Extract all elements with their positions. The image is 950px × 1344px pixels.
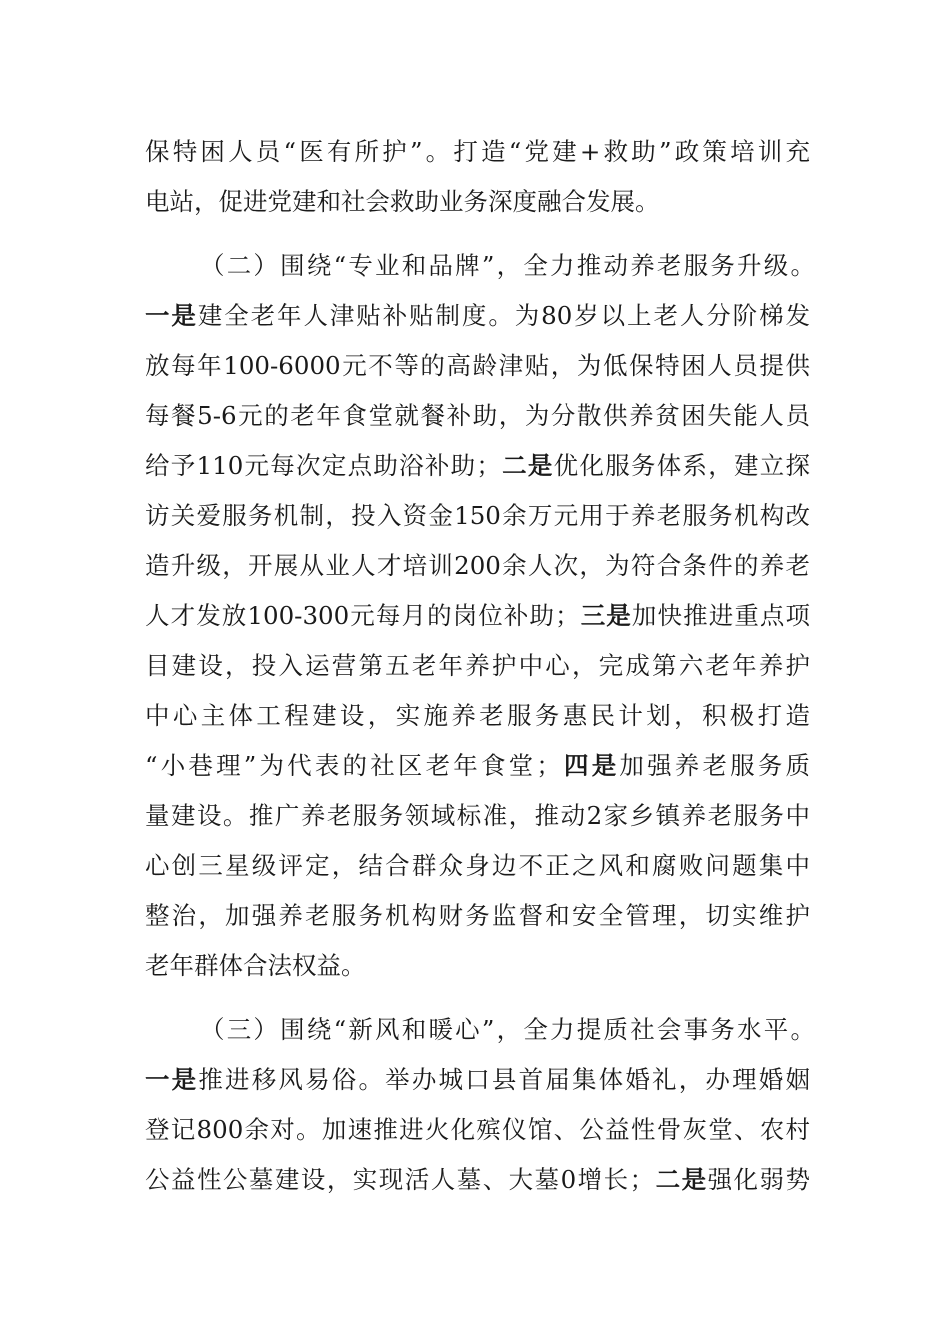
paragraph-text: “小巷理”为代表的社区老年食堂； <box>145 751 561 780</box>
paragraph-line: 电站，促进党建和社会救助业务深度融合发展。 <box>145 187 660 216</box>
paragraph-line <box>145 1062 810 1098</box>
paragraph-line: 量建设。推广养老服务领域标准，推动2家乡镇养老服务中 <box>145 801 810 830</box>
point-marker: 三是 <box>579 601 632 630</box>
section-heading: （二）围绕“专业和品牌”，全力推动养老服务升级。 <box>200 251 815 280</box>
paragraph-line <box>145 598 810 634</box>
paragraph-text: 优化服务体系，建立探 <box>553 451 811 480</box>
paragraph-text: 公益性公墓建设，实现活人墓、大墓0增长； <box>145 1165 655 1194</box>
paragraph-text: 加快推进重点项 <box>631 601 811 630</box>
paragraph-line: 造升级，开展从业人才培训200余人次，为符合条件的养老 <box>145 551 810 580</box>
paragraph-text: 建全老年人津贴补贴制度。为80岁以上老人分阶梯发 <box>197 301 810 330</box>
paragraph-line <box>145 298 810 334</box>
paragraph-line <box>145 748 810 784</box>
paragraph-line <box>145 1162 810 1198</box>
paragraph-line: 保特困人员“医有所护”。打造“党建+救助”政策培训充 <box>145 137 810 166</box>
paragraph-text: 给予110元每次定点助浴补助； <box>145 451 501 480</box>
paragraph-text: 加强养老服务质 <box>619 751 810 780</box>
point-marker: 一是 <box>145 1065 199 1094</box>
section-heading: （三）围绕“新风和暖心”，全力提质社会事务水平。 <box>200 1015 815 1044</box>
point-marker: 四是 <box>560 751 620 780</box>
paragraph-line: 登记800余对。加速推进火化殡仪馆、公益性骨灰堂、农村 <box>145 1115 810 1144</box>
paragraph-line: 中心主体工程建设，实施养老服务惠民计划，积极打造 <box>145 701 810 730</box>
paragraph-line: 心创三星级评定，结合群众身边不正之风和腐败问题集中 <box>145 851 810 880</box>
paragraph-line: 目建设，投入运营第五老年养护中心，完成第六老年养护 <box>145 651 810 680</box>
paragraph-text: 强化弱势 <box>707 1165 811 1194</box>
paragraph-text: 推进移风易俗。举办城口县首届集体婚礼，办理婚姻 <box>198 1065 810 1094</box>
point-marker: 一是 <box>145 301 198 330</box>
paragraph-line: 整治，加强养老服务机构财务监督和安全管理，切实维护 <box>145 901 810 930</box>
paragraph-line: 放每年100-6000元不等的高龄津贴，为低保特困人员提供 <box>145 351 810 380</box>
paragraph-text: 人才发放100-300元每月的岗位补助； <box>145 601 580 630</box>
paragraph-line: 老年群体合法权益。 <box>145 951 366 980</box>
point-marker: 二是 <box>654 1165 708 1194</box>
paragraph-line: 访关爱服务机制，投入资金150余万元用于养老服务机构改 <box>145 501 810 530</box>
paragraph-line <box>145 448 810 484</box>
paragraph-line: 每餐5-6元的老年食堂就餐补助，为分散供养贫困失能人员 <box>145 401 810 430</box>
point-marker: 二是 <box>500 451 554 480</box>
